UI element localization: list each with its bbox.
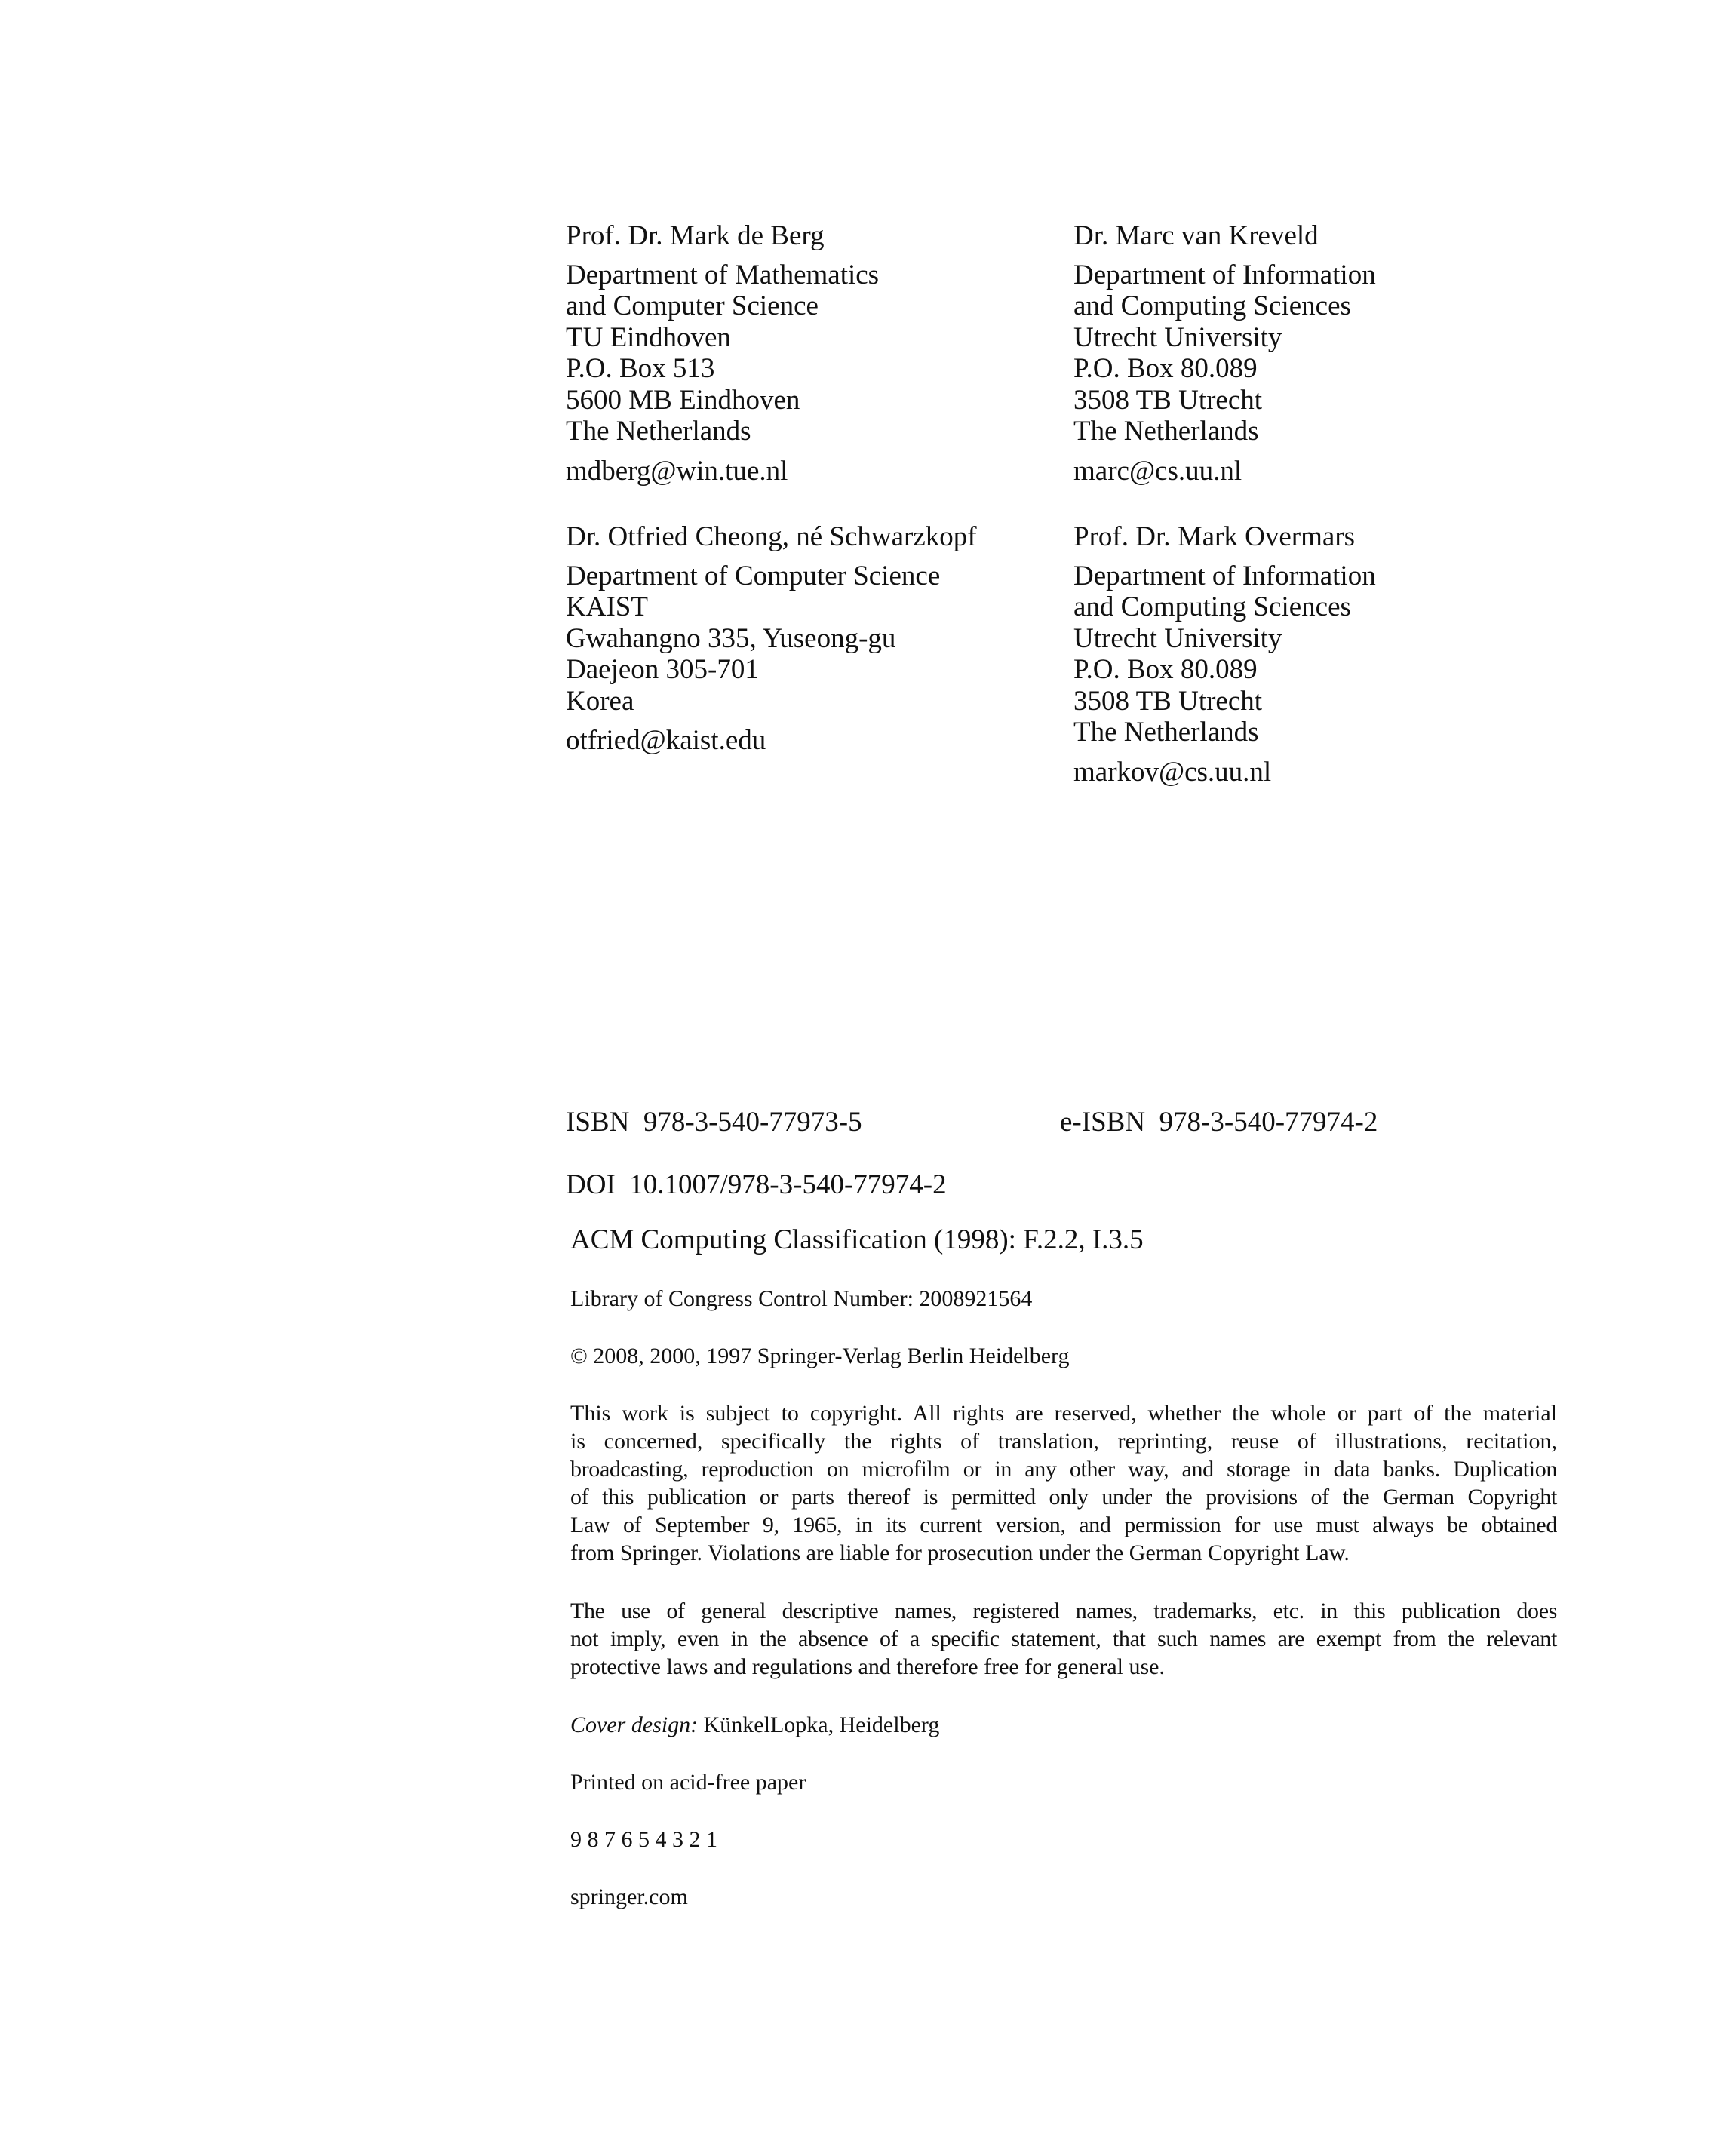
author-block bbox=[1073, 521, 1556, 788]
isbn-line bbox=[566, 1106, 862, 1139]
eisbn-label: e-ISBN bbox=[1060, 1107, 1146, 1138]
author-block bbox=[566, 220, 1049, 487]
author-block bbox=[1073, 220, 1556, 487]
trademark-notice bbox=[570, 1597, 1557, 1681]
author-email: markov@cs.uu.nl bbox=[1073, 756, 1272, 788]
author-name: Dr. Otfried Cheong, né Schwarzkopf bbox=[566, 521, 977, 552]
paragraph-line: from Springer. Violations are liable for prosecution under the German Copyright Law. bbox=[570, 1540, 1350, 1565]
paragraph-line: of this publication or parts thereof is permitted only under the provisions of the German Copyright bbox=[570, 1485, 1557, 1510]
isbn-label: ISBN bbox=[566, 1107, 630, 1138]
lccn: Library of Congress Control Number: 2008921564 bbox=[570, 1286, 1033, 1311]
author-name: Dr. Marc van Kreveld bbox=[1073, 220, 1319, 251]
author-email: mdberg@win.tue.nl bbox=[566, 455, 788, 487]
address-line: Korea bbox=[566, 685, 634, 717]
paragraph-line: The use of general descriptive names, registered names, trademarks, etc. in this publication does bbox=[570, 1599, 1557, 1623]
address-line: 3508 TB Utrecht bbox=[1073, 685, 1263, 717]
address-line: Gwahangno 335, Yuseong-gu bbox=[566, 622, 896, 654]
address-line: and Computing Sciences bbox=[1073, 591, 1351, 622]
doi-value: 10.1007/978-3-540-77974-2 bbox=[629, 1169, 947, 1200]
doi-label: DOI bbox=[566, 1169, 616, 1200]
publisher-website: springer.com bbox=[570, 1884, 688, 1909]
address-line: 3508 TB Utrecht bbox=[1073, 384, 1263, 416]
address-line: TU Eindhoven bbox=[566, 321, 731, 353]
author-name: Prof. Dr. Mark Overmars bbox=[1073, 521, 1355, 552]
address-line: Department of Information bbox=[1073, 259, 1376, 290]
paragraph-line: This work is subject to copyright. All rights are reserved, whether the whole or part of the material bbox=[570, 1401, 1557, 1426]
acm-classification: ACM Computing Classification (1998): F.2.2, I.3.5 bbox=[570, 1224, 1144, 1255]
address-line: Department of Information bbox=[1073, 560, 1376, 591]
author-name: Prof. Dr. Mark de Berg bbox=[566, 220, 825, 251]
address-line: 5600 MB Eindhoven bbox=[566, 384, 800, 416]
eisbn-value: 978-3-540-77974-2 bbox=[1159, 1107, 1378, 1138]
address-line: The Netherlands bbox=[1073, 717, 1259, 748]
paper-note: Printed on acid-free paper bbox=[570, 1770, 806, 1795]
paragraph-line: not imply, even in the absence of a specific statement, that such names are exempt from the relevant bbox=[570, 1626, 1557, 1651]
author-email: otfried@kaist.edu bbox=[566, 725, 766, 756]
doi-line bbox=[566, 1169, 947, 1202]
address-line: Daejeon 305-701 bbox=[566, 654, 759, 685]
address-line: Department of Computer Science bbox=[566, 560, 941, 591]
cover-design bbox=[570, 1711, 939, 1739]
paragraph-line: broadcasting, reproduction on microfilm or in any other way, and storage in data banks. Duplication bbox=[570, 1457, 1557, 1482]
address-line: Utrecht University bbox=[1073, 321, 1282, 353]
address-line: KAIST bbox=[566, 591, 648, 622]
cover-design-label: Cover design: bbox=[570, 1712, 699, 1737]
address-line: The Netherlands bbox=[1073, 416, 1259, 447]
isbn-value: 978-3-540-77973-5 bbox=[643, 1107, 862, 1138]
cover-design-value: KünkelLopka, Heidelberg bbox=[703, 1712, 940, 1737]
address-line: and Computer Science bbox=[566, 290, 819, 321]
address-line: P.O. Box 80.089 bbox=[1073, 654, 1258, 685]
copyright-notice bbox=[570, 1399, 1557, 1567]
address-line: P.O. Box 513 bbox=[566, 353, 715, 384]
address-line: Department of Mathematics bbox=[566, 259, 880, 290]
address-line: and Computing Sciences bbox=[1073, 290, 1351, 321]
address-line: Utrecht University bbox=[1073, 622, 1282, 654]
address-line: The Netherlands bbox=[566, 416, 751, 447]
paragraph-line: is concerned, specifically the rights of translation, reprinting, reuse of illustrations, recitation, bbox=[570, 1429, 1557, 1454]
address-line: P.O. Box 80.089 bbox=[1073, 353, 1258, 384]
print-line: 9 8 7 6 5 4 3 2 1 bbox=[570, 1827, 717, 1852]
author-email: marc@cs.uu.nl bbox=[1073, 455, 1242, 487]
eisbn-line bbox=[1060, 1106, 1378, 1139]
copyright-line: © 2008, 2000, 1997 Springer-Verlag Berlin Heidelberg bbox=[570, 1344, 1070, 1368]
author-block bbox=[566, 521, 1049, 757]
paragraph-line: Law of September 9, 1965, in its current version, and permission for use must always be obtained bbox=[570, 1513, 1557, 1537]
paragraph-line: protective laws and regulations and therefore free for general use. bbox=[570, 1654, 1165, 1679]
